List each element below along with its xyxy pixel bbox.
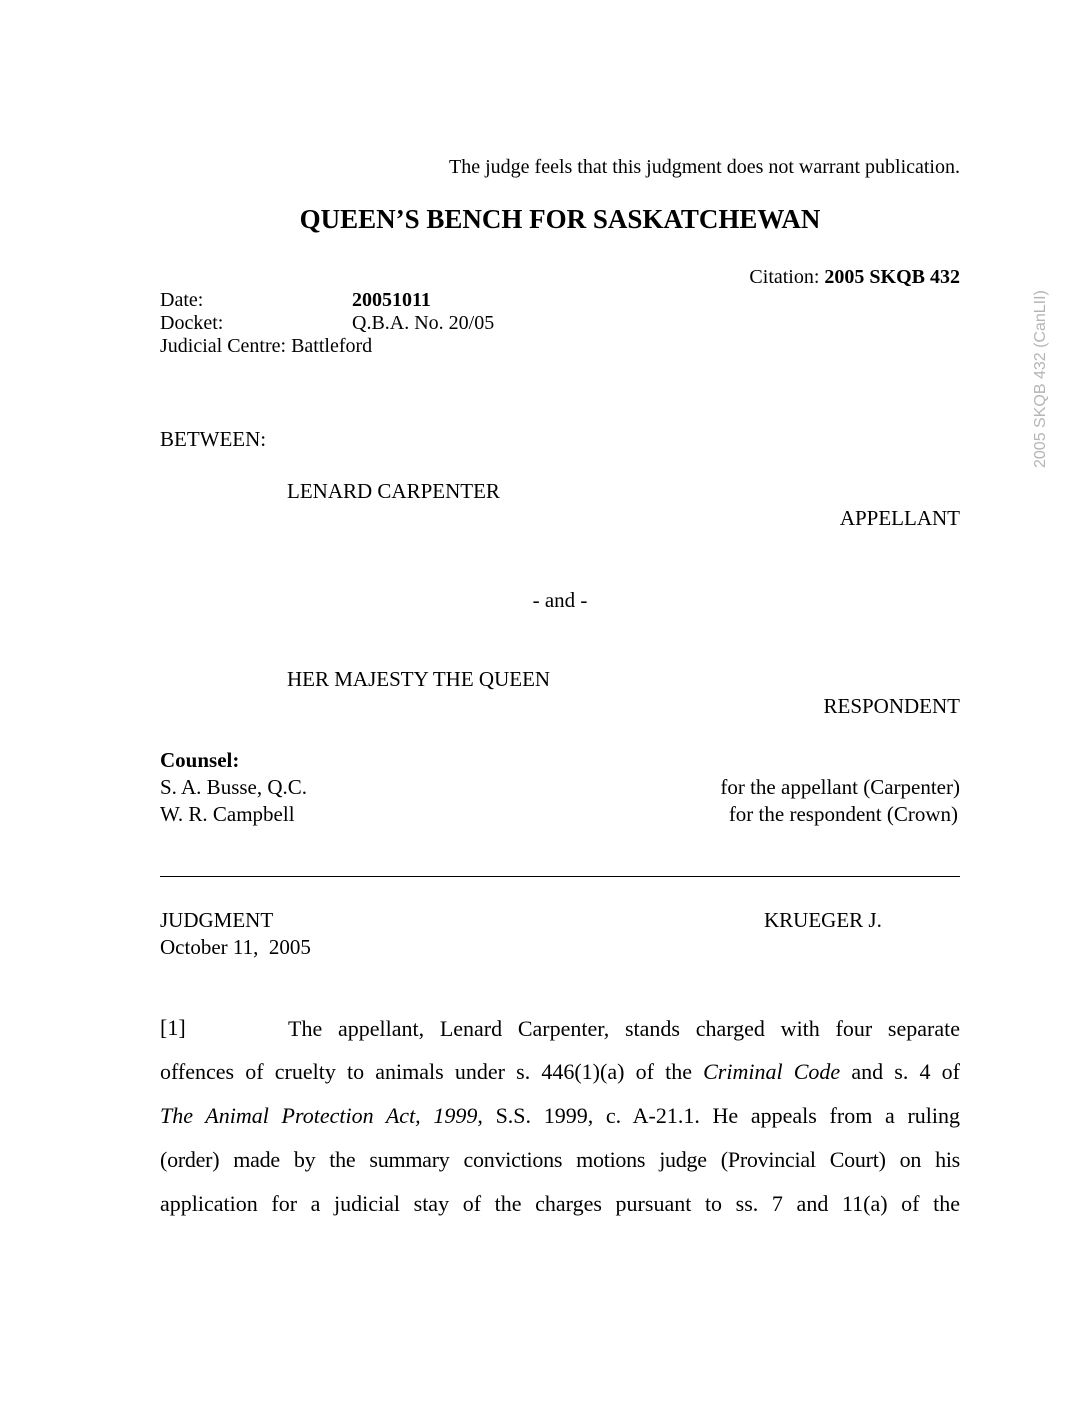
citation: [560, 266, 960, 289]
paragraph-line-4: (order) made by the summary convictions motions judge (Provincial Court) on his: [160, 1147, 960, 1172]
criminal-code-title: Criminal Code: [703, 1059, 841, 1084]
meta-date-label: Date:: [160, 289, 204, 311]
citation-value: 2005 SKQB 432: [824, 266, 960, 288]
counsel-role-2: for the respondent (Crown): [728, 802, 958, 826]
appellant-name: LENARD CARPENTER: [287, 479, 500, 503]
respondent-name: HER MAJESTY THE QUEEN: [287, 667, 551, 691]
meta-centre-label: Judicial Centre:: [160, 335, 287, 357]
publication-note: The judge feels that this judgment does not warrant publication.: [449, 156, 960, 178]
citation-label: Citation:: [749, 266, 820, 288]
appellant-role: APPELLANT: [839, 506, 960, 530]
paragraph-line-2: [160, 1058, 960, 1086]
court-title: QUEEN’S BENCH FOR SASKATCHEWAN: [299, 204, 821, 234]
canlii-watermark: 2005 SKQB 432 (CanLII): [1032, 290, 1049, 468]
paragraph-line-3: [160, 1102, 960, 1130]
act-title: The Animal Protection Act, 1999: [160, 1103, 478, 1128]
paragraph-line-1: The appellant, Lenard Carpenter, stands charged with four separate: [288, 1016, 960, 1041]
meta-centre: [160, 335, 372, 358]
between-label: BETWEEN:: [160, 427, 267, 451]
judge-name: KRUEGER J.: [764, 908, 882, 932]
counsel-name-2: W. R. Campbell: [160, 802, 295, 826]
respondent-role: RESPONDENT: [823, 694, 960, 718]
meta-date-value: 20051011: [352, 289, 431, 311]
paragraph-line-3-b: , S.S. 1999, c. A-21.1. He appeals from a ruling: [477, 1103, 960, 1128]
paragraph-line-2-b: and s. 4 of: [840, 1059, 960, 1084]
and-separator: - and -: [532, 588, 588, 612]
judgment-label: JUDGMENT: [160, 908, 274, 932]
counsel-role-1: for the appellant (Carpenter): [720, 775, 960, 799]
counsel-heading: Counsel:: [160, 748, 240, 772]
meta-docket-label: Docket:: [160, 312, 224, 334]
paragraph-number: [1]: [160, 1015, 186, 1040]
meta-centre-value: Battleford: [291, 335, 373, 357]
horizontal-rule: [160, 876, 960, 877]
paragraph-line-2-a: offences of cruelty to animals under s. 446(1)(a) of the: [160, 1059, 704, 1084]
judgment-date: October 11, 2005: [160, 935, 311, 959]
counsel-name-1: S. A. Busse, Q.C.: [160, 775, 308, 799]
paragraph-line-5: application for a judicial stay of the charges pursuant to ss. 7 and 11(a) of the: [160, 1191, 960, 1216]
meta-docket-value: Q.B.A. No. 20/05: [352, 312, 495, 334]
